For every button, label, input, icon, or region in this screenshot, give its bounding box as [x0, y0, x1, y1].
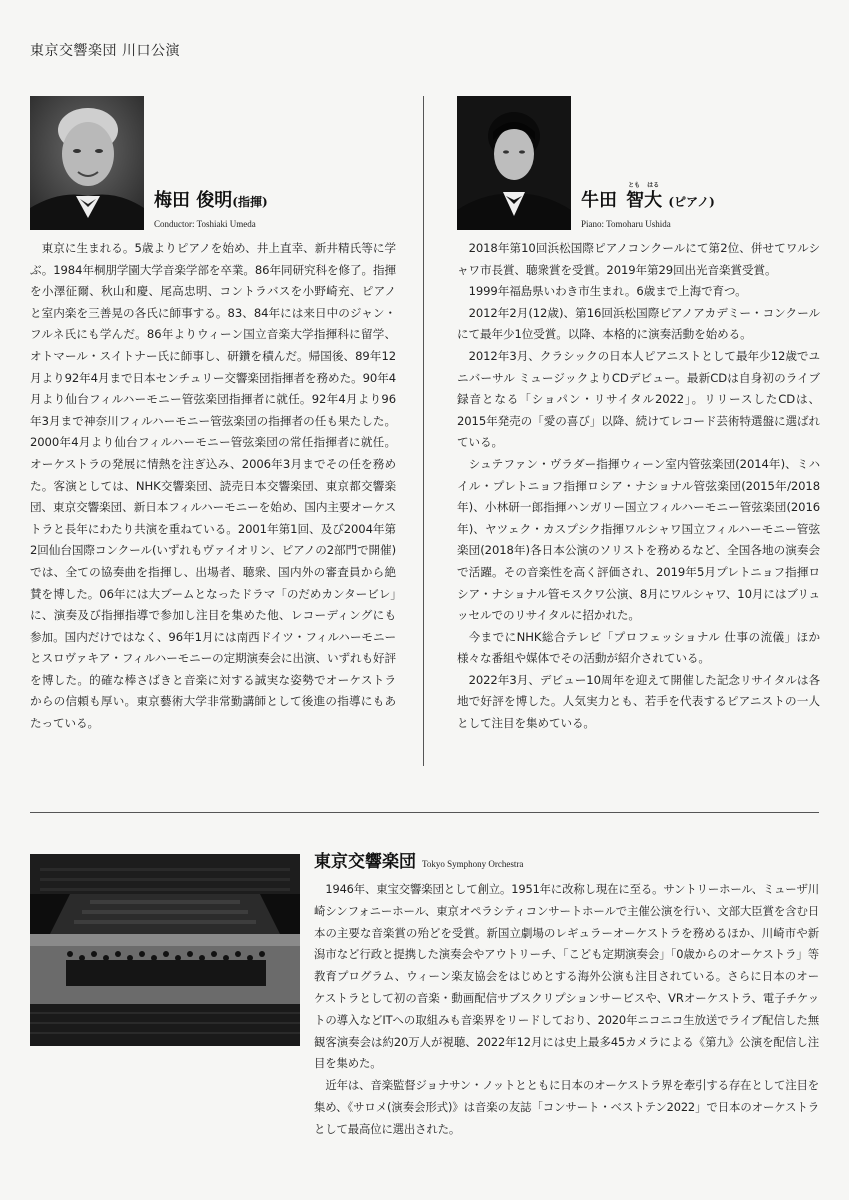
pianist-surname: 牛田	[581, 190, 617, 211]
orchestra-bio-paragraph: 近年は、音楽監督ジョナサン・ノットとともに日本のオーケストラ界を牽引する存在として注目を集め、《サロメ(演奏会形式)》は音楽の友誌「コンサート・ベストテン2022」で日本のオーケストラとして最高位に選出された。	[314, 1078, 819, 1136]
conductor-bio-paragraph: 東京に生まれる。5歳よりピアノを始め、井上直幸、新井精氏等に学ぶ。1984年桐朋学園大学音楽学部を卒業。86年同研究科を修了。指揮を小澤征爾、秋山和慶、尾高忠明、コントラバスを小野崎充、ピアノと室内楽を三善晃の各氏に師事する。83、84年には来日中のジャン・フルネ氏にも学んだ。86年よりウィーン国立音楽大学指揮科に留学、オトマール・スイトナー氏に師事し、研鑽を積んだ。帰国後、89年12月より92年4月まで日本センチュリー交響楽団指揮者を務めた。90年4月より仙台フィルハーモニー管弦楽団指揮者に就任。92年4月より96年3月まで神奈川フィルハーモニー管弦楽団の指揮者の任も果たした。2000年4月より仙台フィルハーモニー管弦楽団の常任指揮者に就任。オーケストラの発展に情熱を注ぎ込み、2006年3月までその任を務めた。客演としては、NHK交響楽団、読売日本交響楽団、東京都交響楽団、東京交響楽団、新日本フィルハーモニーを始め、国内主要オーケストラと長年にわたり共演を重ねている。2001年第1回、及び2004年第2回仙台国際コンクール(いずれもヴァイオリン、ピアノの2部門で開催)では、全ての協奏曲を指揮し、出場者、聴衆、国内外の審査員から絶賛を博した。06年には大ブームとなったドラマ「のだめカンタービレ」に、演奏及び指揮指導で参加し注目を集めた他、レコーディングにも参加。国内だけではなく、96年1月には南西ドイツ・フィルハーモニーとスロヴァキア・フィルハーモニーの定期演奏会に出演、いずれも好評を博した。的確な棒さばきと音楽に対する誠実な姿勢でオーケストラからの信頼も厚い。東京藝術大学非常勤講師として後進の指導にもあたっている。	[30, 241, 396, 731]
pianist-en-name: Piano: Tomoharu Ushida	[581, 219, 671, 229]
pianist-ruby-1: とも	[628, 182, 641, 189]
section-divider	[30, 812, 819, 813]
pianist-bio	[457, 238, 820, 735]
orchestra-en-name: Tokyo Symphony Orchestra	[422, 859, 524, 869]
pianist-bio-paragraph: 2018年第10回浜松国際ピアノコンクールにて第2位、併せてワルシャワ市長賞、聴衆賞を受賞。2019年第29回出光音楽賞受賞。	[457, 241, 820, 277]
pianist-profile	[457, 96, 820, 735]
conductor-role: (指揮)	[232, 195, 268, 209]
pianist-bio-paragraph: 2012年2月(12歳)、第16回浜松国際ピアノアカデミー・コンクールにて最年少1位受賞。以降、本格的に演奏活動を始める。	[457, 305, 820, 342]
column-divider	[423, 96, 424, 766]
pianist-role: (ピアノ)	[668, 195, 715, 209]
conductor-profile	[30, 96, 396, 735]
pianist-bio-paragraph: 今までにNHK総合テレビ「プロフェッショナル 仕事の流儀」ほか様々な番組や媒体でその活動が紹介されている。	[457, 629, 820, 666]
orchestra-bio	[314, 879, 819, 1141]
pianist-given-name: 智大	[626, 190, 663, 211]
pianist-bio-paragraph: 2012年3月、クラシックの日本人ピアニストとして最年少12歳でユニバーサル ミュージックよりCDデビュー。最新CDは自身初のライブ録音となる「ショパン・リサイタル2022」。リリースしたCDは、2015年発売の「愛の喜び」以降、続けてレコード芸術特選盤に選ばれている。	[457, 348, 820, 450]
pianist-bio-paragraph: 2022年3月、デビュー10周年を迎えて開催した記念リサイタルは各地で好評を博した。人気実力とも、若手を代表するピアニストの一人として注目を集めている。	[457, 672, 820, 731]
pianist-photo	[457, 96, 571, 230]
conductor-photo	[30, 96, 144, 230]
pianist-bio-paragraph: シュテファン・ヴラダー指揮ウィーン室内管弦楽団(2014年)、ミハイル・プレトニョフ指揮ロシア・ナショナル管弦楽団(2015年/2018年)、小林研一郎指揮ハンガリー国立フィルハーモニー管弦楽団(2016年)、ヤツェク・カスプシク指揮ワルシャワ国立フィルハーモニー管弦楽団(2018年)各日本公演のソリストを務めるなど、全国各地の演奏会で活躍。その音楽性を高く評価され、2019年5月プレトニョフ指揮ロシア・ナショナル管モスクワ公演、8月にワルシャワ、10月にはブリュッセルでのリサイタルに招かれた。	[457, 456, 820, 623]
conductor-name: 梅田 俊明	[154, 190, 233, 211]
pianist-ruby-2: はる	[647, 182, 660, 189]
conductor-bio	[30, 238, 396, 735]
conductor-en-name: Conductor: Toshiaki Umeda	[154, 219, 256, 229]
orchestra-name: 東京交響楽団	[314, 852, 416, 872]
pianist-bio-paragraph: 1999年福島県いわき市生まれ。6歳まで上海で育つ。	[468, 284, 747, 299]
orchestra-bio-paragraph: 1946年、東宝交響楽団として創立。1951年に改称し現在に至る。サントリーホール、ミューザ川崎シンフォニーホール、東京オペラシティコンサートホールで主催公演を行い、文部大臣賞を含む日本の主要な音楽賞の殆どを受賞。新国立劇場のレギュラーオーケストラを務めるほか、川崎市や新潟市など行政と提携した演奏会やアウトリーチ、「こども定期演奏会」「0歳からのオーケストラ」等教育プログラム、ウィーン楽友協会をはじめとする海外公演も注目されている。さらに日本のオーケストラとして初の音楽・動画配信サブスクリプションサービスや、VRオーケストラ、電子チケットの導入などITへの取組みも音楽界をリードしており、2020年ニコニコ生放送でライブ配信した無観客演奏会は約20万人が視聴、2022年12月には史上最多45カメラによる《第九》公演を配信し注目を集めた。	[314, 882, 819, 1071]
page-header: 東京交響楽団 川口公演	[30, 43, 180, 59]
orchestra-photo	[30, 854, 300, 1046]
